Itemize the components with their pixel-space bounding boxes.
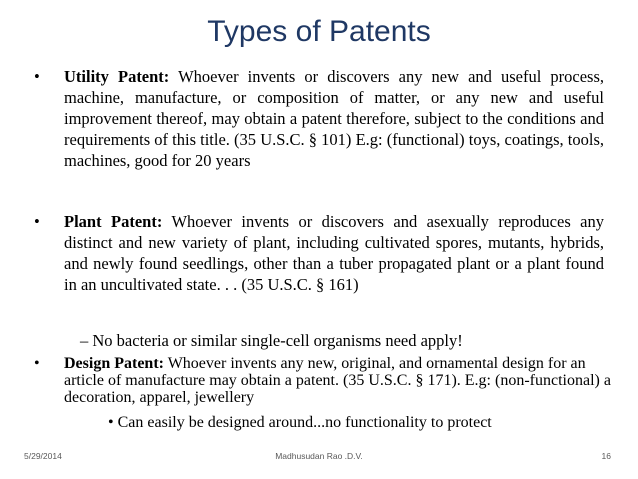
dash-glyph: – bbox=[80, 331, 89, 350]
bullet-design-patent bbox=[34, 355, 614, 406]
bullet-utility-patent bbox=[34, 66, 604, 171]
bullet-text: Whoever invents any new, original, and ornamental design for an article of manufacture may obtain a patent. (35 U.S.C. § 171). E.g: (non-functional) a decoration, apparel, jewellery bbox=[64, 355, 611, 406]
bullet-dot-icon: • bbox=[34, 67, 40, 86]
bullet-term: Utility Patent: bbox=[64, 67, 170, 86]
subpoint-text: No bacteria or similar single-cell organisms need apply! bbox=[92, 331, 463, 350]
bullet-term: Plant Patent: bbox=[64, 212, 163, 231]
bullet-term: Design Patent: bbox=[64, 355, 164, 372]
subpoint-text: Can easily be designed around...no functionality to protect bbox=[117, 414, 492, 431]
footer-page-number: 16 bbox=[601, 451, 611, 461]
bullet-dot-icon: • bbox=[34, 212, 40, 231]
footer-author: Madhusudan Rao .D.V. bbox=[275, 451, 363, 461]
bullet-text: Whoever invents or discovers and asexually reproduces any distinct and new variety of plant, including cultivated spores, mutants, hybrids, and newly found seedlings, other than a tuber propagated plant or a plant found in an uncultivated state. . . (35 U.S.C. § 161) bbox=[64, 212, 604, 294]
bullet-dot-icon: • bbox=[34, 355, 40, 372]
bullet-text: Whoever invents or discovers any new and useful process, machine, manufacture, or composition of matter, or any new and useful improvement thereof, may obtain a patent therefore, subject to the conditions and requirements of this title. (35 U.S.C. § 101) E.g: (functional) toys, coatings, tools, machines, good for 20 years bbox=[64, 67, 605, 170]
bullet-plant-patent bbox=[34, 211, 604, 295]
bullet-dot-icon: • bbox=[108, 414, 114, 431]
plant-subpoint bbox=[80, 331, 463, 351]
design-subpoint bbox=[108, 413, 492, 433]
footer-date: 5/29/2014 bbox=[24, 451, 62, 461]
slide-title: Types of Patents bbox=[207, 15, 431, 48]
